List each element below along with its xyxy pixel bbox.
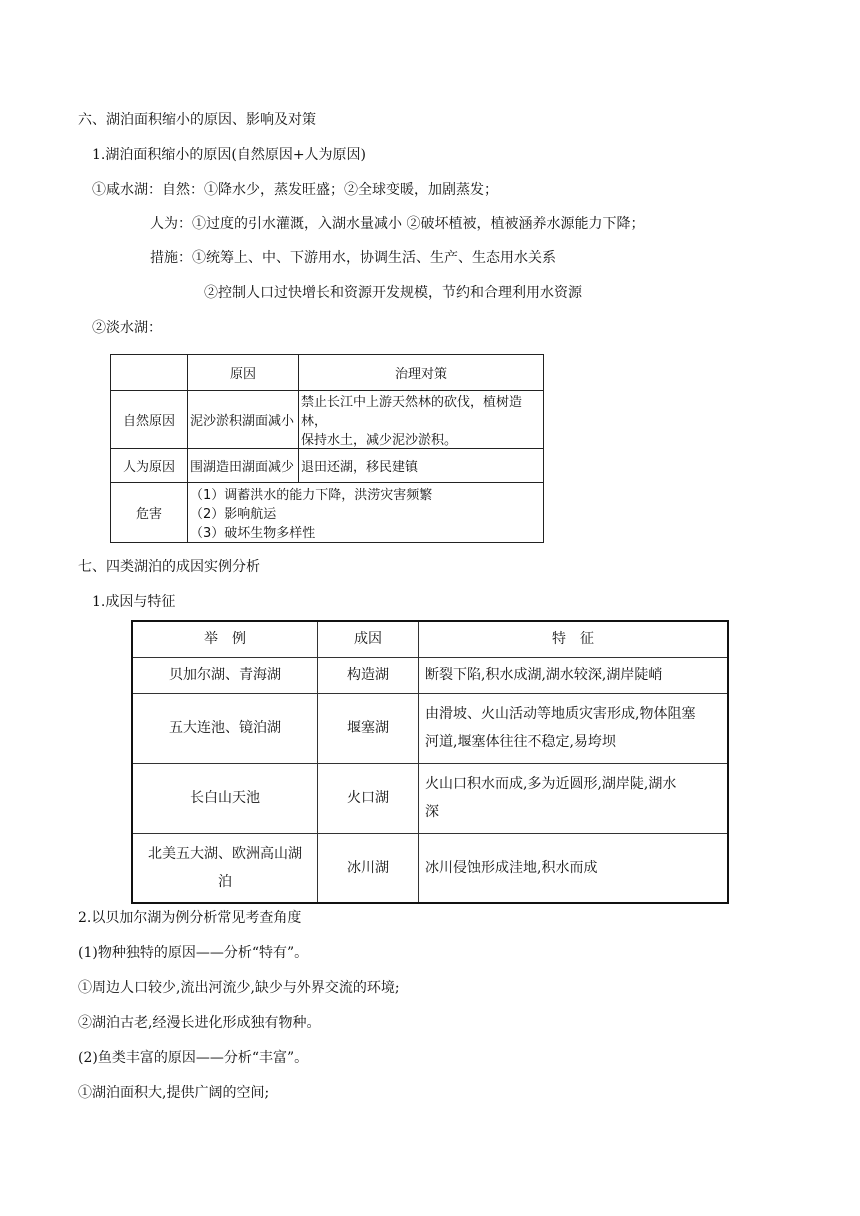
table-row (132, 657, 728, 693)
section-7-heading: 七、四类湖泊的成因实例分析 (78, 559, 260, 575)
feature-line: 火山口积水而成,多为近圆形,湖岸陡,湖水 (425, 776, 677, 792)
salt-lake-human-causes: 人为：①过度的引水灌溉，入湖水量减小 ②破坏植被，植被涵养水源能力下降； (150, 216, 645, 232)
feature-cell: 断裂下陷,积水成湖,湖水较深,湖岸陡峭 (419, 657, 729, 693)
section-7-subheading-2: 2.以贝加尔湖为例分析常见考查角度 (78, 910, 302, 926)
table-header-cell: 成因 (318, 621, 419, 657)
table-row (132, 763, 728, 833)
table-header-cell: 治理对策 (299, 355, 544, 391)
paragraph: ①湖泊面积大,提供广阔的空间; (78, 1085, 270, 1101)
section-6-heading: 六、湖泊面积缩小的原因、影响及对策 (78, 112, 316, 128)
fresh-lake-label: ②淡水湖： (92, 320, 162, 336)
paragraph: (2)鱼类丰富的原因——分析“丰富”。 (78, 1050, 309, 1066)
salt-lake-measure-2: ②控制人口过快增长和资源开发规模，节约和合理利用水资源 (204, 285, 582, 301)
table-row (132, 833, 728, 903)
table-header-cell: 特 征 (419, 621, 729, 657)
table-row (111, 449, 544, 483)
table-header-cell: 举 例 (132, 621, 318, 657)
row-label: 人为原因 (111, 449, 188, 483)
cause-cell: 构造湖 (318, 657, 419, 693)
paragraph: ②湖泊古老,经漫长进化形成独有物种。 (78, 1015, 321, 1031)
table-header-cell: 原因 (188, 355, 299, 391)
feature-line: 由滑坡、火山活动等地质灾害形成,物体阻塞 (425, 706, 696, 722)
table-row (132, 693, 728, 763)
salt-lake-measure-1: 措施：①统筹上、中、下游用水，协调生活、生产、生态用水关系 (150, 250, 556, 266)
harm-item: （2）影响航运 (190, 507, 277, 522)
example-cell: 五大连池、镜泊湖 (132, 693, 318, 763)
table-header-row (111, 355, 544, 391)
table-row (111, 483, 544, 543)
feature-cell (419, 693, 729, 763)
example-cell (132, 833, 318, 903)
lake-types-table (131, 620, 729, 904)
measure-line: 保持水土，减少泥沙淤积。 (301, 433, 458, 448)
measure-line: 禁止长江中上游天然林的砍伐，植树造林， (301, 395, 523, 429)
paragraph: (1)物种独特的原因——分析“特有”。 (78, 945, 309, 961)
example-cell: 长白山天池 (132, 763, 318, 833)
cause-cell: 泥沙淤积湖面减小 (188, 391, 299, 449)
section-7-subheading: 1.成因与特征 (92, 594, 176, 610)
harm-label: 危害 (111, 483, 188, 543)
section-6-subheading: 1.湖泊面积缩小的原因(自然原因+人为原因) (92, 147, 367, 163)
feature-line: 河道,堰塞体往往不稳定,易垮坝 (425, 734, 616, 750)
row-label: 自然原因 (111, 391, 188, 449)
cause-cell: 堰塞湖 (318, 693, 419, 763)
example-cell: 贝加尔湖、青海湖 (132, 657, 318, 693)
paragraph: ①周边人口较少,流出河流少,缺少与外界交流的环境; (78, 980, 400, 996)
feature-line: 深 (425, 804, 439, 820)
measure-cell (299, 391, 544, 449)
table-header-cell (111, 355, 188, 391)
salt-lake-natural-causes: ①咸水湖：自然：①降水少，蒸发旺盛；②全球变暖，加剧蒸发； (92, 182, 498, 198)
example-line: 北美五大湖、欧洲高山湖 (148, 845, 302, 862)
harm-item: （3）破坏生物多样性 (190, 526, 316, 541)
table-row (111, 391, 544, 449)
feature-cell (419, 763, 729, 833)
cause-cell: 围湖造田湖面减少 (188, 449, 299, 483)
fresh-lake-table (110, 354, 544, 543)
harm-item: （1）调蓄洪水的能力下降，洪涝灾害频繁 (190, 488, 433, 503)
cause-cell: 火口湖 (318, 763, 419, 833)
feature-cell: 冰川侵蚀形成洼地,积水而成 (419, 833, 729, 903)
example-line: 泊 (218, 873, 232, 890)
harm-list (188, 483, 544, 543)
cause-cell: 冰川湖 (318, 833, 419, 903)
measure-cell: 退田还湖，移民建镇 (299, 449, 544, 483)
table-header-row (132, 621, 728, 657)
